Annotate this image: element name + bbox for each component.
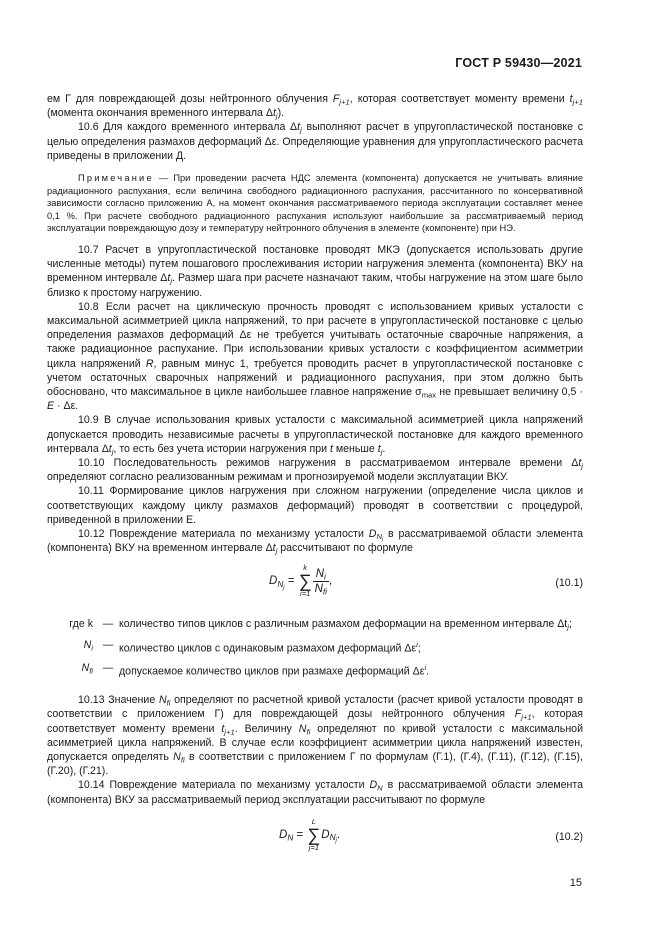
paragraph-10-10: 10.10 Последовательность режимов нагружения в рассматриваемом интервале времени $\Delta t_j$ определяют согласно реализованным режимам и прогнозируемой модели эксплуатации ВКУ. <box>47 457 583 484</box>
definition-row-nfi: $N_{fi}$ — допускаемое количество циклов при размахе деформаций $\Delta\varepsilon^i$. <box>81 662 430 678</box>
document-body <box>47 92 583 871</box>
definition-row-ni: $N_i$ — количество циклов с одинаковым размахом деформаций $\Delta\varepsilon^i$; <box>83 638 421 655</box>
paragraph-10-9: 10.9 В случае использования кривых усталости с максимальной асимметрией цикла напряжений допускается проводить независимые расчеты в упругопластической постановке для каждого временного интервала $\Delta t_j$, то есть без учета истории нагружения при t меньше $t_j$. <box>47 414 583 457</box>
note-paragraph: Примечание — При проведении расчета НДС элемента (компонента) допускается не учитывать влияние радиационного распухания, если величина свободного радиационного распухания, рассчитанного по консервативной зависимости согласно приложению А, на момент окончания рассматриваемого периода эксплуатации составляет менее 0,1 %. При расчете свободного радиационного распухания используют наибольшие за рассматриваемый период эксплуатации повреждающую дозу и температуру нейтронного облучения в элементе (компоненте) при НЭ. <box>47 173 583 234</box>
paragraph-10-8: 10.8 Если расчет на циклическую прочность проводят с использованием кривых усталости с максимальной асимметрией цикла напряжений, то при расчете в упругопластической постановке с целью определения размахов деформаций Δε не требуется учитывать остаточные сварочные напряжения, а также радиационное распухание. При использовании кривых усталости с коэффициентом асимметрии цикла напряжений R, равным минус 1, требуется проводить расчет в упругопластической постановке с учетом остаточных сварочных напряжений и радиационного распухания, при этом должно быть обосновано, что максимальное в цикле наибольшее главное напряжение $\sigma_{max}$ не превышает величину 0,5 · E · Δε. <box>47 300 583 413</box>
standard-header: ГОСТ Р 59430—2021 <box>455 56 582 70</box>
definitions-list <box>47 617 583 679</box>
formula-10-1 <box>47 563 583 607</box>
formula-10-2-expression: $D_N$ = L ∑ j=1 $D_{N_j}$. <box>279 816 341 852</box>
paragraph-10-12: 10.12 Повреждение материала по механизму усталости $D_{N_j}$ в рассматриваемой области элемента (компонента) ВКУ на временном интервале $\Delta t_j$ рассчитывают по формуле <box>47 528 584 556</box>
sum-symbol: k ∑ i=1 <box>298 563 312 599</box>
paragraph-10-7: 10.7 Расчет в упругопластической постановке проводят МКЭ (допускается использовать другие численные методы) путем пошагового прослеживания истории нагружения элемента (компонента) ВКУ на временном интервале $\Delta t_j$. Размер шага при расчете назначают таким, чтобы нагружение на этом шаге было близко к простому нагружению. <box>47 243 584 299</box>
paragraph-10-14: 10.14 Повреждение материала по механизму усталости $D_N$ в рассматриваемой области элемента (компонента) ВКУ за рассматриваемый период эксплуатации рассчитывают по формуле <box>47 779 583 806</box>
note-label: Примечание <box>78 173 154 184</box>
sum-symbol: L ∑ j=1 <box>307 816 321 852</box>
page-number: 15 <box>569 877 582 889</box>
definition-row-k: где k — количество типов циклов с различным размахом деформации на временном интервале $\Delta t_j$; <box>69 618 572 632</box>
paragraph-10-13: 10.13 Значение $N_{fi}$ определяют по расчетной кривой усталости (расчет кривой усталости проводят в соответствии с приложением Г) для повреждающей дозы нейтронного облучения $F_{j+1}$, которая соответствует моменту времени $t_{j+1}$. Величину $N_{fi}$ определяют по кривой усталости с максимальной асимметрией цикла напряжений. В случае если коэффициент асимметрии цикла напряжений известен, допускается определять $N_{fi}$ в соответствии с приложением Г по формулам (Г.1), (Г.4), (Г.11), (Г.12), (Г.15), (Г.20), (Г.21). <box>47 694 583 778</box>
formula-10-2 <box>47 817 583 861</box>
formula-10-1-expression: $D_{N_j}$ = k ∑ i=1 $\frac{N_i}{N_{fi}}$ , <box>269 563 333 599</box>
fraction: $\frac{N_i}{N_{fi}}$ <box>314 567 328 597</box>
formula-10-1-number: (10.1) <box>555 577 583 590</box>
paragraph-continuation: ем Г для повреждающей дозы нейтронного облучения $F_{j+1}$, которая соответствует моменту времени $t_{j+1}$ (момента окончания временного интервала $\Delta t_j$). <box>47 93 583 121</box>
formula-10-2-number: (10.2) <box>555 830 583 843</box>
paragraph-10-6: 10.6 Для каждого временного интервала $\Delta t_j$ выполняют расчет в упругопластической постановке с целью определения размахов деформаций Δε. Определяющие уравнения для упругопластического расчета приведены в приложении Д. <box>47 121 583 162</box>
paragraph-10-11: 10.11 Формирование циклов нагружения при сложном нагружении (определение числа циклов и соответствующих каждому циклу размахов деформаций) проводят в соответствии с процедурой, приведенной в приложении Е. <box>47 485 583 526</box>
